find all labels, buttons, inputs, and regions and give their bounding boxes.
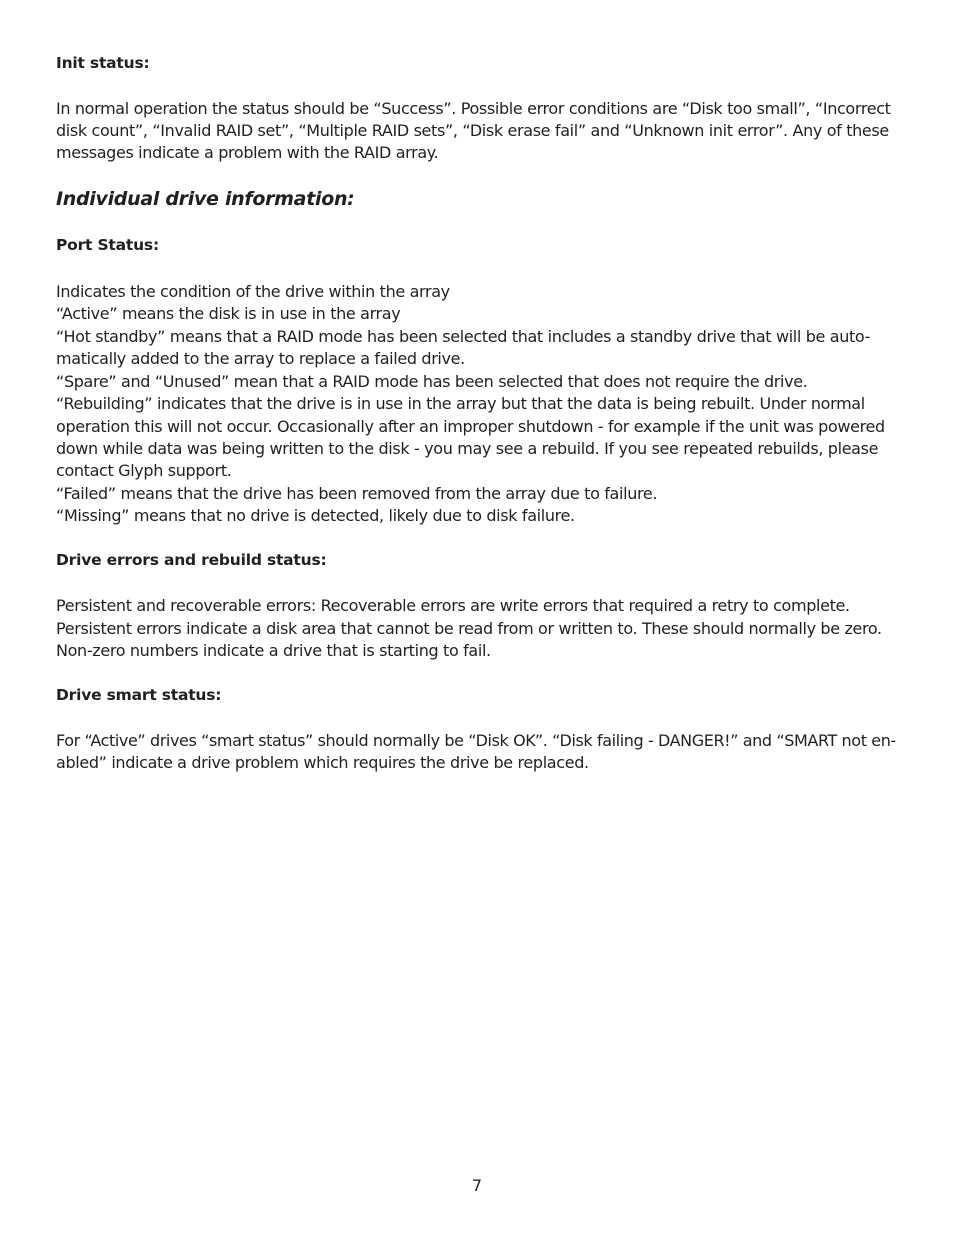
port-status-line-1: Indicates the condition of the drive within the array (56, 282, 450, 301)
init-status-heading: Init status: (56, 54, 150, 72)
port-status-line-5: “Spare” and “Unused” mean that a RAID mode has been selected that does not require the drive. (56, 372, 808, 391)
init-status-line-2: disk count”, “Invalid RAID set”, “Multiple RAID sets”, “Disk erase fail” and “Unknown init error”. Any of these (56, 121, 889, 140)
smart-status-line-1: For “Active” drives “smart status” should normally be “Disk OK”. “Disk failing - DANGER!” and “SMART not en- (56, 731, 896, 750)
port-status-line-4: matically added to the array to replace a failed drive. (56, 349, 465, 368)
port-status-line-8: down while data was being written to the disk - you may see a rebuild. If you see repeated rebuilds, please (56, 439, 879, 458)
port-status-line-10: “Failed” means that the drive has been removed from the array due to failure. (56, 484, 658, 503)
port-status-line-3: “Hot standby” means that a RAID mode has been selected that includes a standby drive that will be auto- (56, 327, 871, 346)
drive-errors-line-1: Persistent and recoverable errors: Recoverable errors are write errors that required a retry to complete. (56, 596, 850, 615)
port-status-line-11: “Missing” means that no drive is detected, likely due to disk failure. (56, 506, 575, 525)
port-status-heading: Port Status: (56, 236, 159, 254)
port-status-line-9: contact Glyph support. (56, 461, 232, 480)
drive-errors-heading: Drive errors and rebuild status: (56, 551, 327, 569)
individual-drive-heading: Individual drive information: (56, 188, 355, 210)
port-status-line-6: “Rebuilding” indicates that the drive is in use in the array but that the data is being rebuilt. Under normal (56, 394, 865, 413)
smart-status-line-2: abled” indicate a drive problem which requires the drive be replaced. (56, 753, 589, 772)
init-status-line-3: messages indicate a problem with the RAID array. (56, 143, 439, 162)
port-status-line-2: “Active” means the disk is in use in the array (56, 304, 401, 323)
page-number: 7 (471, 1176, 483, 1195)
drive-errors-line-3: Non-zero numbers indicate a drive that is starting to fail. (56, 641, 491, 660)
drive-errors-line-2: Persistent errors indicate a disk area that cannot be read from or written to. These should normally be zero. (56, 619, 882, 638)
init-status-line-1: In normal operation the status should be “Success”. Possible error conditions are “Disk too small”, “Incorrect (56, 99, 891, 118)
smart-status-heading: Drive smart status: (56, 686, 222, 704)
port-status-line-7: operation this will not occur. Occasionally after an improper shutdown - for example if the unit was powered (56, 417, 885, 436)
